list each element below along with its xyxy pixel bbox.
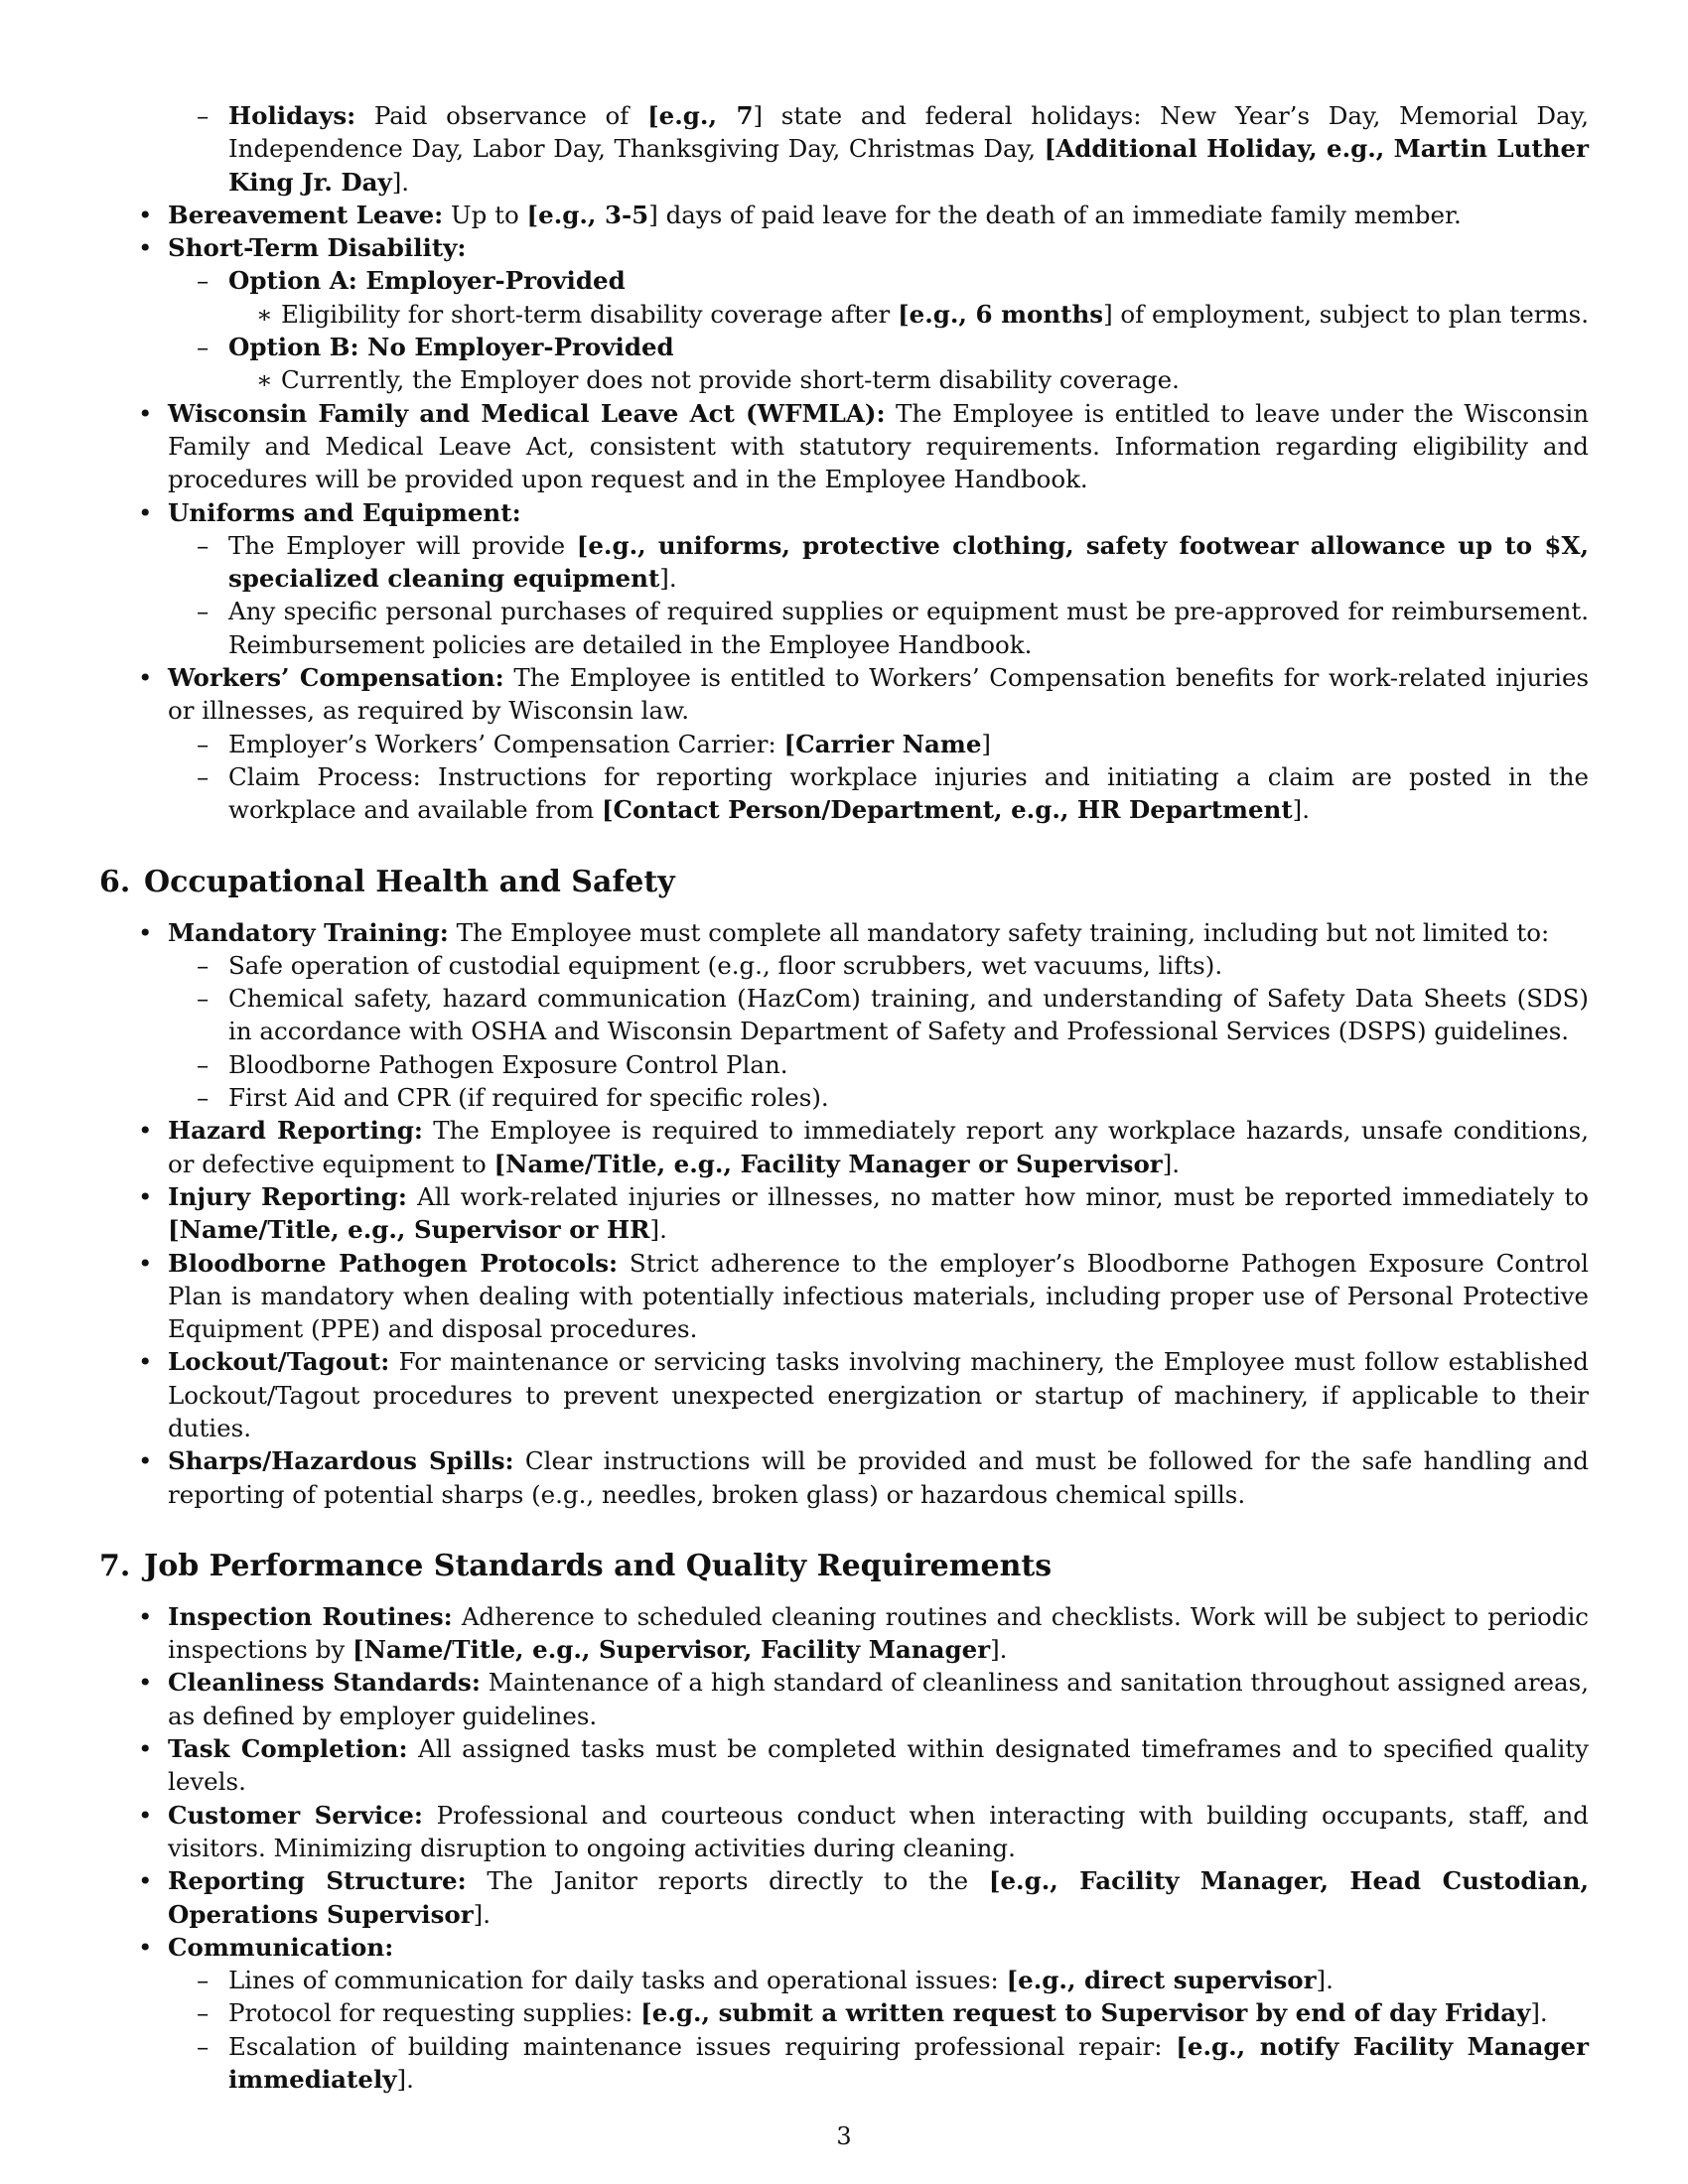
bullet-marker: •	[138, 917, 153, 947]
dash-marker: –	[197, 1966, 210, 1995]
holidays-label: Holidays:	[228, 101, 356, 130]
communication-escalation: – Escalation of building maintenance issues requiring professional repair: [e.g., notify Facility Manager immediately].	[197, 2031, 1589, 2095]
training-subitem: – Bloodborne Pathogen Exposure Control Plan.	[99, 1048, 1589, 1081]
std-option-b-detail: ∗ Currently, the Employer does not provide short-term disability coverage.	[99, 363, 1589, 396]
dash-marker: –	[197, 1083, 210, 1113]
training-subitem: – Chemical safety, hazard communication (HazCom) training, and understanding of Safety Data Sheets (SDS) in accordance with OSHA and Wisconsin Department of Safety and Professional Services (DSPS) guidelines.	[197, 984, 1589, 1046]
short-term-disability-label: Short-Term Disability:	[168, 233, 467, 263]
std-option-a-detail: ∗ Eligibility for short-term disability coverage after [e.g., 6 months] of employment, subject to plan terms.	[99, 298, 1589, 331]
uniforms-reimbursement: – Any specific personal purchases of required supplies or equipment must be pre-approved for reimbursement. Reimbursement policies are detailed in the Employee Handbook.	[197, 597, 1589, 659]
holidays-item: – Holidays: Paid observance of [e.g., 7] state and federal holidays: New Year’s Day, Memorial Day, Independence Day, Labor Day, Thanksgiving Day, Christmas Day, [Additional Holiday, e.g., Martin Luther King Jr. Day].	[197, 101, 1590, 197]
workers-comp-label: Workers’ Compensation:	[168, 663, 504, 693]
uniforms-item	[99, 496, 1589, 529]
cleanliness-standards-item: • Cleanliness Standards: Maintenance of a high standard of cleanliness and sanitation throughout assigned areas, as defined by employer guidelines.	[138, 1668, 1589, 1730]
section-7-heading: 7. Job Performance Standards and Quality Requirements	[99, 1548, 1053, 1583]
dash-marker: –	[197, 984, 210, 1014]
hazard-reporting-item: • Hazard Reporting: The Employee is required to immediately report any workplace hazards, unsafe conditions, or defective equipment to [Name/Title, e.g., Facility Manager or Supervisor].	[138, 1116, 1589, 1178]
bullet-marker: •	[138, 1734, 153, 1764]
uniforms-provided: – The Employer will provide [e.g., uniforms, protective clothing, safety footwear allowance up to $X, specialized cleaning equipment].	[197, 530, 1589, 594]
lockout-tagout-item: • Lockout/Tagout: For maintenance or servicing tasks involving machinery, the Employee must follow established Lockout/Tagout procedures to prevent unexpected energization or startup of machinery, if applicable to their duties.	[138, 1347, 1589, 1442]
communication-supplies: – Protocol for requesting supplies: [e.g., submit a written request to Supervisor by end of day Friday].	[99, 1996, 1589, 2029]
inspection-routines-item: • Inspection Routines: Adherence to scheduled cleaning routines and checklists. Work will be subject to periodic inspections by [Name/Title, e.g., Supervisor, Facility Manager].	[138, 1601, 1590, 1665]
bullet-marker: •	[138, 1181, 153, 1211]
reporting-structure-item: • Reporting Structure: The Janitor reports directly to the [e.g., Facility Manager, Head Custodian, Operations Supervisor].	[138, 1866, 1589, 1929]
bullet-marker: •	[138, 1932, 153, 1962]
bullet-marker: •	[138, 1347, 153, 1377]
bullet-marker: •	[138, 1446, 153, 1476]
bereavement-label: Bereavement Leave:	[168, 200, 444, 229]
mandatory-training-item: • Mandatory Training: The Employee must complete all mandatory safety training, including but not limited to:	[99, 916, 1589, 949]
std-option-b: – Option B: No Employer-Provided	[99, 331, 1589, 363]
training-subitem: – First Aid and CPR (if required for specific roles).	[99, 1081, 1589, 1114]
task-completion-item: • Task Completion: All assigned tasks must be completed within designated timeframes and to specified quality levels.	[138, 1734, 1589, 1797]
bullet-marker: •	[138, 1116, 153, 1146]
asterisk-marker: ∗	[256, 365, 273, 395]
dash-marker: –	[197, 101, 210, 130]
injury-reporting-item: • Injury Reporting: All work-related injuries or illnesses, no matter how minor, must be reported immediately to [Name/Title, e.g., Supervisor or HR].	[138, 1181, 1589, 1245]
section-6-heading: 6. Occupational Health and Safety	[99, 864, 675, 899]
short-term-disability-item	[99, 231, 1589, 264]
bullet-marker: •	[138, 233, 153, 263]
dash-marker: –	[197, 1998, 210, 2028]
bullet-marker: •	[138, 663, 153, 693]
bullet-marker: •	[138, 1601, 153, 1631]
communication-lines: – Lines of communication for daily tasks and operational issues: [e.g., direct supervisor].	[99, 1964, 1589, 1996]
dash-marker: –	[197, 729, 210, 758]
dash-marker: –	[197, 597, 210, 626]
std-option-a: – Option A: Employer-Provided	[99, 264, 1589, 297]
training-subitem: – Safe operation of custodial equipment (e.g., floor scrubbers, wet vacuums, lifts).	[99, 949, 1589, 982]
workers-comp-carrier: – Employer’s Workers’ Compensation Carrier: [Carrier Name]	[99, 728, 1589, 760]
sharps-spills-item: • Sharps/Hazardous Spills: Clear instructions will be provided and must be followed for the safe handling and reporting of potential sharps (e.g., needles, broken glass) or hazardous chemical spills.	[138, 1446, 1589, 1509]
page-number: 3	[836, 2122, 852, 2150]
bullet-marker: •	[138, 1248, 153, 1278]
bullet-marker: •	[138, 1800, 153, 1830]
bullet-marker: •	[138, 1668, 153, 1698]
bullet-marker: •	[138, 398, 153, 428]
customer-service-item: • Customer Service: Professional and courteous conduct when interacting with building occupants, staff, and visitors. Minimizing disruption to ongoing activities during cleaning.	[138, 1800, 1589, 1862]
benefits-list	[99, 99, 1589, 827]
dash-marker: –	[197, 333, 210, 362]
bullet-marker: •	[138, 200, 153, 229]
dash-marker: –	[197, 950, 210, 980]
wfmla-item: • Wisconsin Family and Medical Leave Act (WFMLA): The Employee is entitled to leave under the Wisconsin Family and Medical Leave Act, consistent with statutory requirements. Information regarding eligibility and procedures will be provided upon request and in the Employee Handbook.	[138, 398, 1589, 494]
workers-comp-item: • Workers’ Compensation: The Employee is entitled to Workers’ Compensation benefits for work-related injuries or illnesses, as required by Wisconsin law.	[138, 663, 1590, 726]
workers-comp-claim-process: – Claim Process: Instructions for reporting workplace injuries and initiating a claim are posted in the workplace and available from [Contact Person/Department, e.g., HR Department].	[197, 761, 1589, 825]
dash-marker: –	[197, 1049, 210, 1079]
uniforms-label: Uniforms and Equipment:	[168, 497, 521, 527]
section-7-list	[99, 1600, 1589, 2096]
section-6-list	[99, 916, 1589, 1511]
dash-marker: –	[197, 761, 210, 791]
bullet-marker: •	[138, 1866, 153, 1896]
bloodborne-protocols-item: • Bloodborne Pathogen Protocols: Strict adherence to the employer’s Bloodborne Pathogen Exposure Control Plan is mandatory when dealing with potentially infectious materials, including proper use of Personal Protective Equipment (PPE) and disposal procedures.	[138, 1248, 1590, 1344]
page-content	[99, 99, 1589, 2096]
bullet-marker: •	[138, 497, 153, 527]
dash-marker: –	[197, 2031, 210, 2061]
asterisk-marker: ∗	[256, 299, 273, 329]
dash-marker: –	[197, 530, 210, 560]
communication-item: • Communication:	[99, 1931, 1589, 1964]
dash-marker: –	[197, 266, 210, 296]
wfmla-label: Wisconsin Family and Medical Leave Act (WFMLA):	[168, 398, 886, 428]
bereavement-item: • Bereavement Leave: Up to [e.g., 3-5] days of paid leave for the death of an immediate family member.	[99, 199, 1589, 231]
